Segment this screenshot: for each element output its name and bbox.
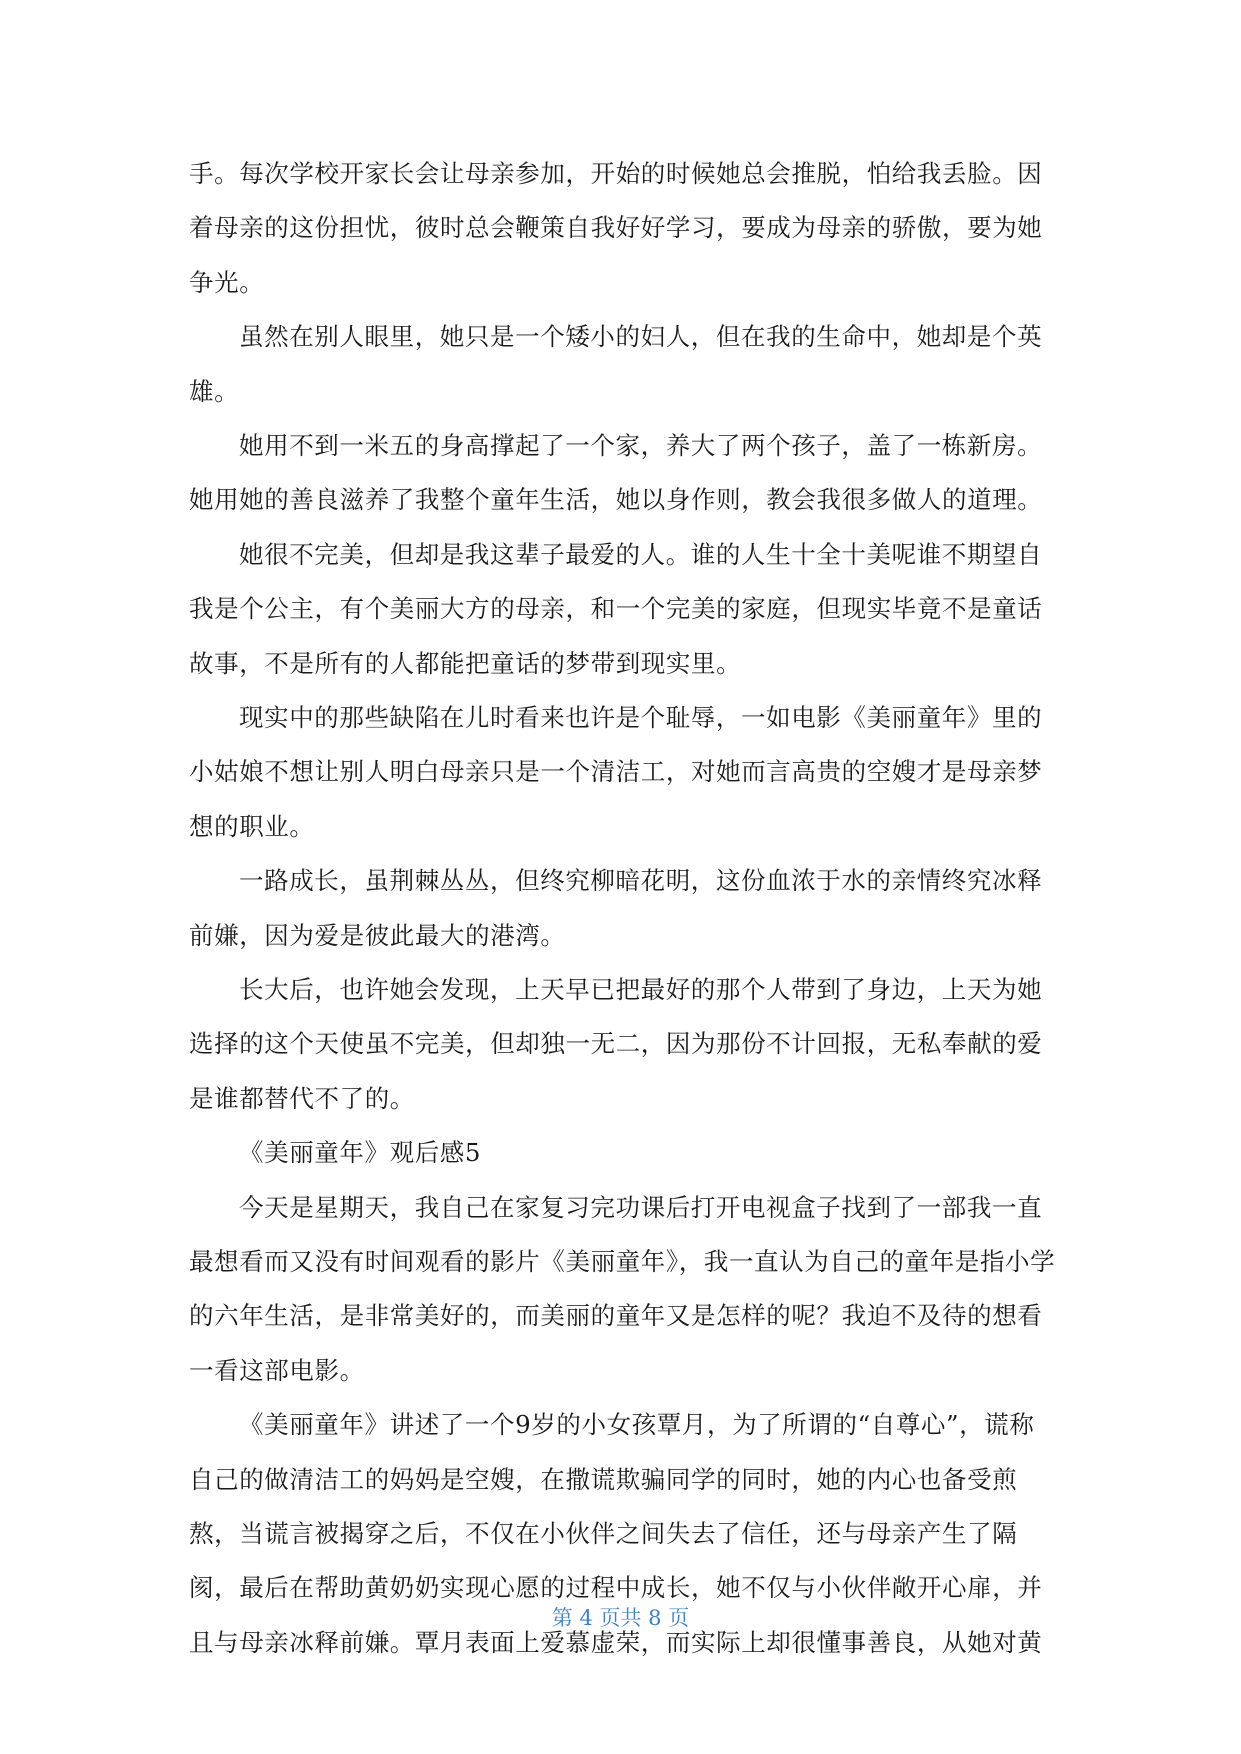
text-line: 熬，当谎言被揭穿之后，不仅在小伙伴之间失去了信任，还与母亲产生了隔 (189, 1519, 1018, 1548)
text-line: 的六年生活，是非常美好的，而美丽的童年又是怎样的呢？我迫不及待的想看 (189, 1301, 1043, 1331)
text-line: 她用不到一米五的身高撑起了一个家，养大了两个孩子，盖了一栋新房。 (239, 431, 1043, 460)
text-line: 想的职业。 (189, 811, 315, 841)
text-line: 一看这部电影。 (189, 1355, 365, 1385)
text-line: 《美丽童年》讲述了一个9岁的小女孩覃月，为了所谓的“自尊心”，谎称 (239, 1410, 1035, 1440)
text-line: 雄。 (189, 376, 240, 406)
text-line: 手。每次学校开家长会让母亲参加，开始的时候她总会推脱，怕给我丢脸。因 (189, 159, 1043, 188)
text-line: 选择的这个天使虽不完美，但却独一无二，因为那份不计回报，无私奉献的爱 (189, 1029, 1043, 1059)
text-line: 前嫌，因为爱是彼此最大的港湾。 (189, 920, 566, 950)
text-line: 且与母亲冰释前嫌。覃月表面上爱慕虚荣，而实际上却很懂事善良，从她对黄 (189, 1627, 1043, 1657)
text-line: 我是个公主，有个美丽大方的母亲，和一个完美的家庭，但现实毕竟不是童话 (189, 594, 1043, 624)
text-line: 现实中的那些缺陷在儿时看来也许是个耻辱，一如电影《美丽童年》里的 (239, 703, 1043, 732)
text-line: 着母亲的这份担忧，彼时总会鞭策自我好好学习，要成为母亲的骄傲，要为她 (189, 213, 1043, 243)
text-line: 阂，最后在帮助黄奶奶实现心愿的过程中成长，她不仅与小伙伴敞开心扉，并 (189, 1573, 1043, 1603)
text-line: 她用她的善良滋养了我整个童年生活，她以身作则，教会我很多做人的道理。 (189, 485, 1043, 515)
text-line: 虽然在别人眼里，她只是一个矮小的妇人，但在我的生命中，她却是个英 (239, 322, 1043, 352)
text-line: 故事，不是所有的人都能把童话的梦带到现实里。 (189, 648, 742, 678)
text-line: 最想看而又没有时间观看的影片《美丽童年》，我一直认为自己的童年是指小学 (189, 1247, 1056, 1276)
page-number-footer: 第 4 页共 8 页 (551, 1606, 690, 1630)
text-line: 争光。 (189, 267, 265, 297)
text-line: 小姑娘不想让别人明白母亲只是一个清洁工，对她而言高贵的空嫂才是母亲梦 (189, 757, 1043, 787)
text-line: 自己的做清洁工的妈妈是空嫂，在撒谎欺骗同学的同时，她的内心也备受煎 (189, 1464, 1018, 1494)
text-line: 她很不完美，但却是我这辈子最爱的人。谁的人生十全十美呢谁不期望自 (239, 539, 1043, 569)
text-line: 今天是星期天，我自己在家复习完功课后打开电视盒子找到了一部我一直 (239, 1192, 1043, 1222)
text-line: 长大后，也许她会发现，上天早已把最好的那个人带到了身边，上天为她 (239, 975, 1043, 1004)
text-line: 是谁都替代不了的。 (189, 1083, 415, 1113)
text-line: 《美丽童年》观后感5 (239, 1138, 482, 1168)
text-line: 一路成长，虽荆棘丛丛，但终究柳暗花明，这份血浓于水的亲情终究冰释 (239, 866, 1043, 896)
